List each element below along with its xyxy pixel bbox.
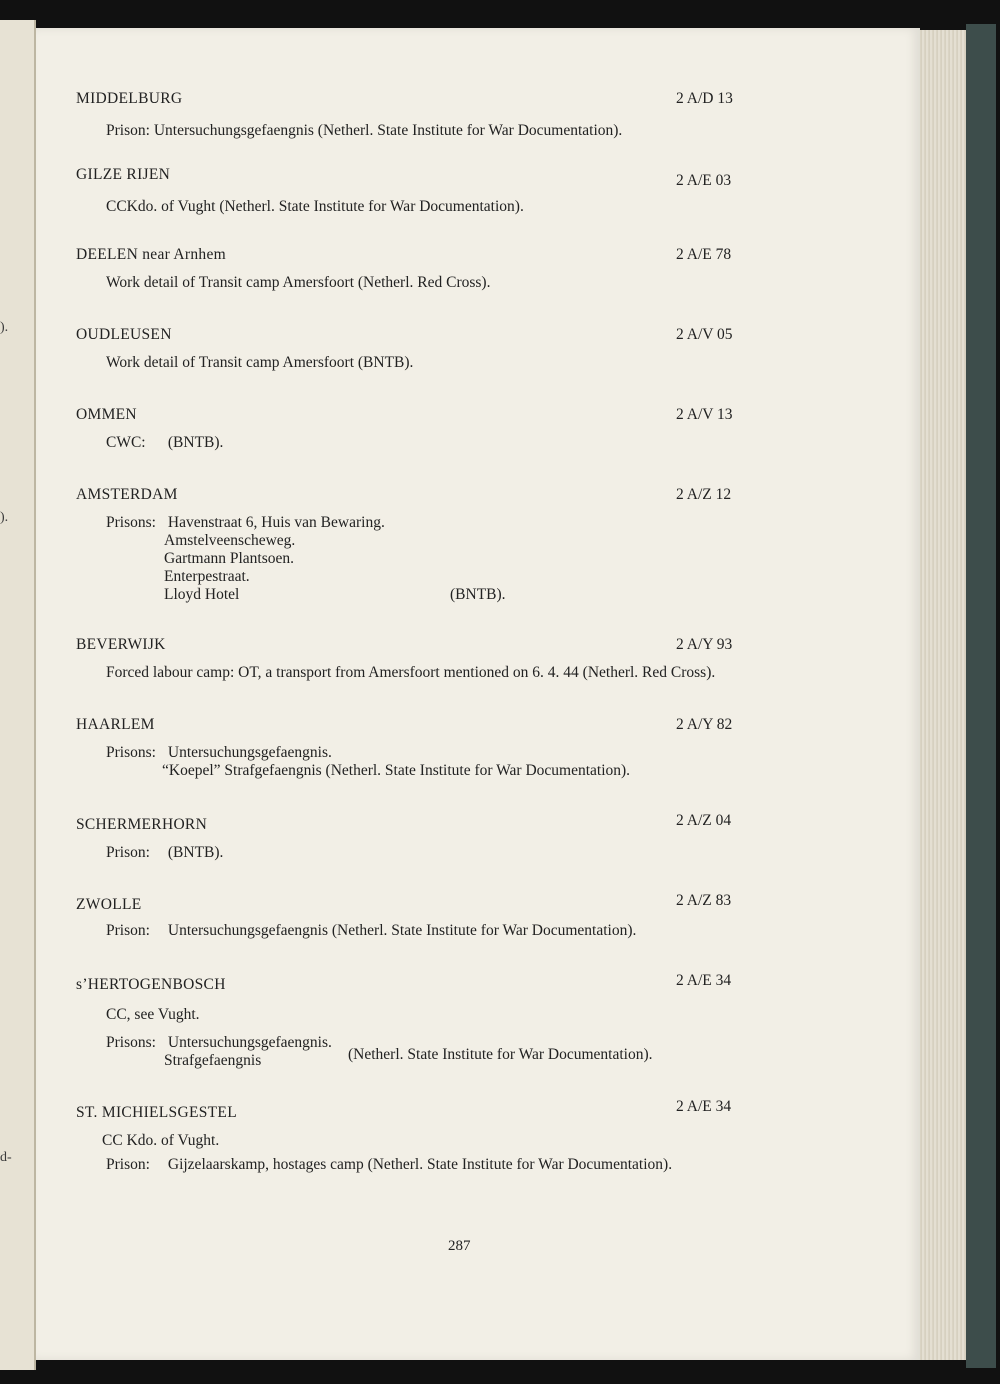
entry-text: Untersuchungsgefaengnis (Netherl. State Institute for War Documentation). [153,122,623,139]
place-name: ZWOLLE [76,896,142,913]
entry-subline: Strafgefaengnis [164,1052,262,1069]
entry-line [106,922,636,940]
map-code: 2 A/V 13 [676,406,733,423]
entry-text: Havenstraat 6, Huis van Bewaring. [167,514,385,531]
entry-line [106,198,524,216]
entry-line [106,1006,200,1024]
map-code: 2 A/E 03 [676,172,732,189]
entry-label: Prisons: [106,1034,156,1051]
place-name: OMMEN [76,406,137,423]
entry-text: (BNTB). [167,844,224,861]
entry-text: Work detail of Transit camp Amersfoort (Netherl. Red Cross). [106,274,491,291]
entry-text: Forced labour camp: OT, a transport from Amersfoort mentioned on 6. 4. 44 (Netherl. Red Cross). [106,664,716,681]
entry-subline: Lloyd Hotel [164,586,240,603]
entry-subline: Gartmann Plantsoen. [164,550,295,567]
document-page [36,28,920,1360]
entry-line [106,354,413,372]
entry-label: Prisons: [106,744,156,761]
entry-line [106,1034,332,1052]
entry-text: Work detail of Transit camp Amersfoort (BNTB). [106,354,414,371]
place-name: ST. MICHIELSGESTEL [76,1104,237,1121]
entry-line [106,274,490,292]
place-name: AMSTERDAM [76,486,178,503]
map-code: 2 A/Z 83 [676,892,732,909]
book-cover-edge [966,24,996,1368]
entry-line [102,1132,219,1150]
page-number: 287 [448,1238,471,1254]
entry-label: Prison: [106,122,150,139]
place-name: GILZE RIJEN [76,166,171,183]
entry-label: Prison: [106,844,150,861]
entry-label: Prison: [106,1156,150,1173]
place-name: SCHERMERHORN [76,816,208,833]
place-name: MIDDELBURG [76,90,183,107]
left-page-fragment: ). [0,320,9,335]
map-code: 2 A/Z 04 [676,812,732,829]
entry-line [106,514,385,532]
entry-text: CC Kdo. of Vught. [102,1132,220,1149]
map-code: 2 A/E 78 [676,246,732,263]
map-code: 2 A/Y 93 [676,636,733,653]
entry-label: Prison: [106,922,150,939]
map-code: 2 A/Y 82 [676,716,733,733]
place-name: HAARLEM [76,716,155,733]
map-code: 2 A/D 13 [676,90,733,107]
place-name: DEELEN near Arnhem [76,246,227,263]
entry-text: Untersuchungsgefaengnis. [167,744,332,761]
entry-source: (BNTB). [450,586,506,603]
left-page-fragment: ). [0,510,9,525]
entry-text: Untersuchungsgefaengnis (Netherl. State Institute for War Documentation). [167,922,637,939]
place-name: OUDLEUSEN [76,326,172,343]
left-page-fragment: d- [0,1150,12,1165]
entry-text: CCKdo. of Vught (Netherl. State Institute for War Documentation). [106,198,524,215]
entry-line [106,744,332,762]
entry-subline: Amstelveenscheweg. [164,532,296,549]
map-code: 2 A/Z 12 [676,486,732,503]
map-code: 2 A/E 34 [676,1098,732,1115]
entry-line [106,122,622,140]
place-name: BEVERWIJK [76,636,166,653]
entry-line [106,664,715,682]
entry-subline: Enterpestraat. [164,568,250,585]
left-page-edge [0,20,36,1370]
map-code: 2 A/E 34 [676,972,732,989]
entry-label: Prisons: [106,514,156,531]
page-stack-edge [918,30,970,1360]
map-code: 2 A/V 05 [676,326,733,343]
entry-text: (BNTB). [167,434,224,451]
entry-text: Untersuchungsgefaengnis. [167,1034,332,1051]
place-name: s’HERTOGENBOSCH [76,976,226,993]
entry-line [106,844,223,862]
entry-line [106,1156,672,1174]
entry-text: Gijzelaarskamp, hostages camp (Netherl. State Institute for War Documentation). [167,1156,673,1173]
entry-text: CC, see Vught. [106,1006,200,1023]
entry-label: CWC: [106,434,146,451]
entry-source: (Netherl. State Institute for War Documentation). [348,1046,653,1063]
entry-subline: “Koepel” Strafgefaengnis (Netherl. State Institute for War Documentation). [162,762,631,779]
entry-line [106,434,223,452]
